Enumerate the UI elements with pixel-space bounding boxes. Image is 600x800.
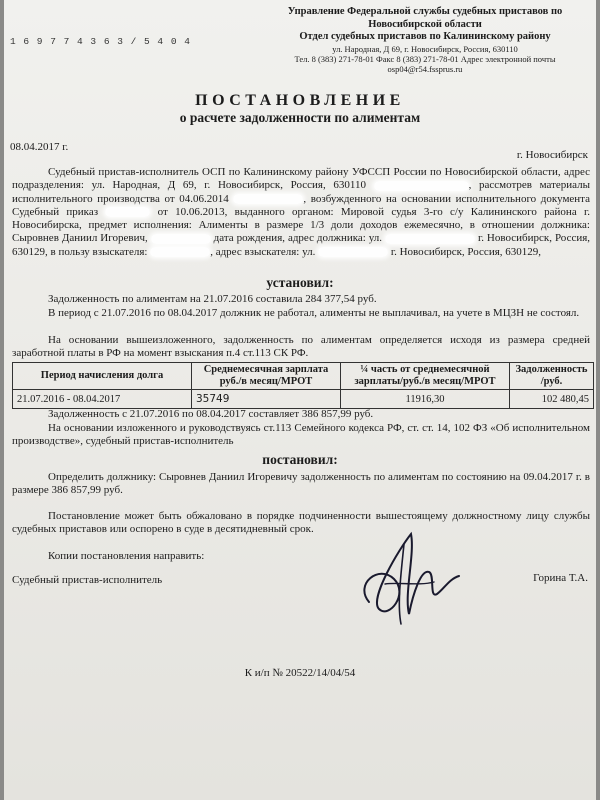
intro-part-h: г. Новосибирск, Россия, 630129, bbox=[390, 245, 542, 258]
avg-salary-cell: 35749 bbox=[192, 390, 341, 409]
intro-part-a: Судебный пристав-исполнитель ОСП по Калининскому району УФССП России по Новосибирской области, адрес подразделения: ул. Народная, Д 69, г. Новосибирск, Россия, 630110 bbox=[12, 166, 590, 192]
signature-image bbox=[349, 524, 469, 634]
redaction-mark bbox=[151, 234, 211, 244]
issuer-header bbox=[266, 6, 584, 74]
table-row bbox=[13, 390, 594, 409]
appeal-paragraph: Постановление может быть обжаловано в порядке подчиненности вышестоящему должностному лицу службы судебных приставов или оспорено в суде в десятидневный срок. bbox=[12, 510, 590, 536]
footer-reference: К и/п № 20522/14/04/54 bbox=[244, 667, 356, 679]
period-cell: 21.07.2016 - 08.04.2017 bbox=[13, 390, 192, 409]
resolved-heading: постановил: bbox=[262, 452, 338, 467]
redaction-mark bbox=[105, 207, 150, 217]
debt-cell: 102 480,45 bbox=[510, 390, 594, 409]
org-line-1: Управление Федеральной службы судебных приставов по bbox=[287, 6, 563, 17]
document-city: г. Новосибирск bbox=[516, 149, 588, 161]
issuer-address: ул. Народная, Д 69, г. Новосибирск, Россия, 630110 bbox=[332, 43, 518, 54]
intro-part-b: , рассмотрев материалы исполнительного производства от 04.06.2014 bbox=[12, 179, 591, 205]
intro-part-f: г. Новосибирск, Россия, 630129, в пользу взыскателя: bbox=[12, 232, 591, 258]
redaction-mark bbox=[374, 181, 469, 191]
org-line-2: Новосибирской области bbox=[368, 18, 482, 30]
resolution-paragraph: Определить должнику: Сыровнев Даниил Игоревичу задолженность по алиментам по состоянию на 09.04.2017 г. в размере 386 857,99 руб. bbox=[12, 471, 590, 497]
issuer-phone: Тел. 8 (383) 271-78-01 Факс 8 (383) 271-78-01 Адрес электронной почты bbox=[294, 53, 556, 64]
redaction-mark bbox=[150, 247, 210, 257]
debt-calculation-table bbox=[12, 362, 594, 409]
established-heading: установил: bbox=[266, 275, 334, 290]
dept-line: Отдел судебных приставов по Калининскому району bbox=[299, 31, 551, 42]
table-header-cell: Период начисления долга bbox=[13, 363, 192, 390]
established-line-3: На основании вышеизложенного, задолженность по алиментам определяется исходя из размера средней заработной платы в РФ на момент взыскания п.4 ст.113 СК РФ. bbox=[12, 334, 590, 360]
total-debt-line: Задолженность с 21.07.2016 по 08.04.2017 составляет 386 857,99 руб. bbox=[48, 408, 374, 420]
legal-basis-line: На основании изложенного и руководствуясь ст.113 Семейного кодекса РФ, ст. ст. 14, 102 ФЗ «Об исполнительном производстве», судебный пристав-исполнитель bbox=[12, 422, 590, 448]
table-header-cell: Среднемесячная зарплата руб./в месяц/МРОТ bbox=[192, 363, 341, 390]
redaction-mark bbox=[318, 247, 388, 257]
table-header-row bbox=[13, 363, 594, 390]
document-date: 08.04.2017 г. bbox=[10, 141, 69, 153]
copies-line: Копии постановления направить: bbox=[48, 550, 205, 562]
document-subtitle: о расчете задолженности по алиментам bbox=[179, 110, 421, 125]
redaction-mark bbox=[385, 234, 475, 244]
document-page bbox=[4, 0, 596, 800]
intro-paragraph bbox=[12, 166, 590, 259]
intro-part-c: , возбужденного на основании исполнительного документа Судебный приказ bbox=[12, 192, 590, 218]
table-header-cell: Задолженность /руб. bbox=[510, 363, 594, 390]
intro-part-e: дата рождения, адрес должника: ул. bbox=[213, 232, 383, 245]
signer-role: Судебный пристав-исполнитель bbox=[12, 574, 163, 586]
intro-part-d: от 10.06.2013, выданного органом: Мировой судья 3-го с/у Калининского района г. Новосибирска, предмет исполнения: Алименты в размере 1/3 доли доходов ежемесячно, в отношении должника: Сыровнев Даниил Игоревич, bbox=[12, 205, 591, 245]
redaction-mark bbox=[233, 194, 303, 204]
table-header-cell: ¼ часть от среднемесячной зарплаты/руб./в месяц/МРОТ bbox=[341, 363, 510, 390]
signer-name: Горина Т.А. bbox=[533, 572, 588, 584]
established-line-1: Задолженность по алиментам на 21.07.2016 составила 284 377,54 руб. bbox=[48, 293, 377, 305]
established-line-2: В период с 21.07.2016 по 08.04.2017 должник не работал, алименты не выплачивал, на учете в МЦЗН не состоял. bbox=[48, 307, 580, 319]
barcode-number: 1 6 9 7 7 4 3 6 3 / 5 4 0 4 bbox=[10, 36, 191, 47]
issuer-email: osp04@r54.fssprus.ru bbox=[387, 63, 463, 74]
quarter-cell: 11916,30 bbox=[341, 390, 510, 409]
document-title: ПОСТАНОВЛЕНИЕ bbox=[195, 92, 405, 109]
intro-part-g: , адрес взыскателя: ул. bbox=[210, 245, 316, 258]
